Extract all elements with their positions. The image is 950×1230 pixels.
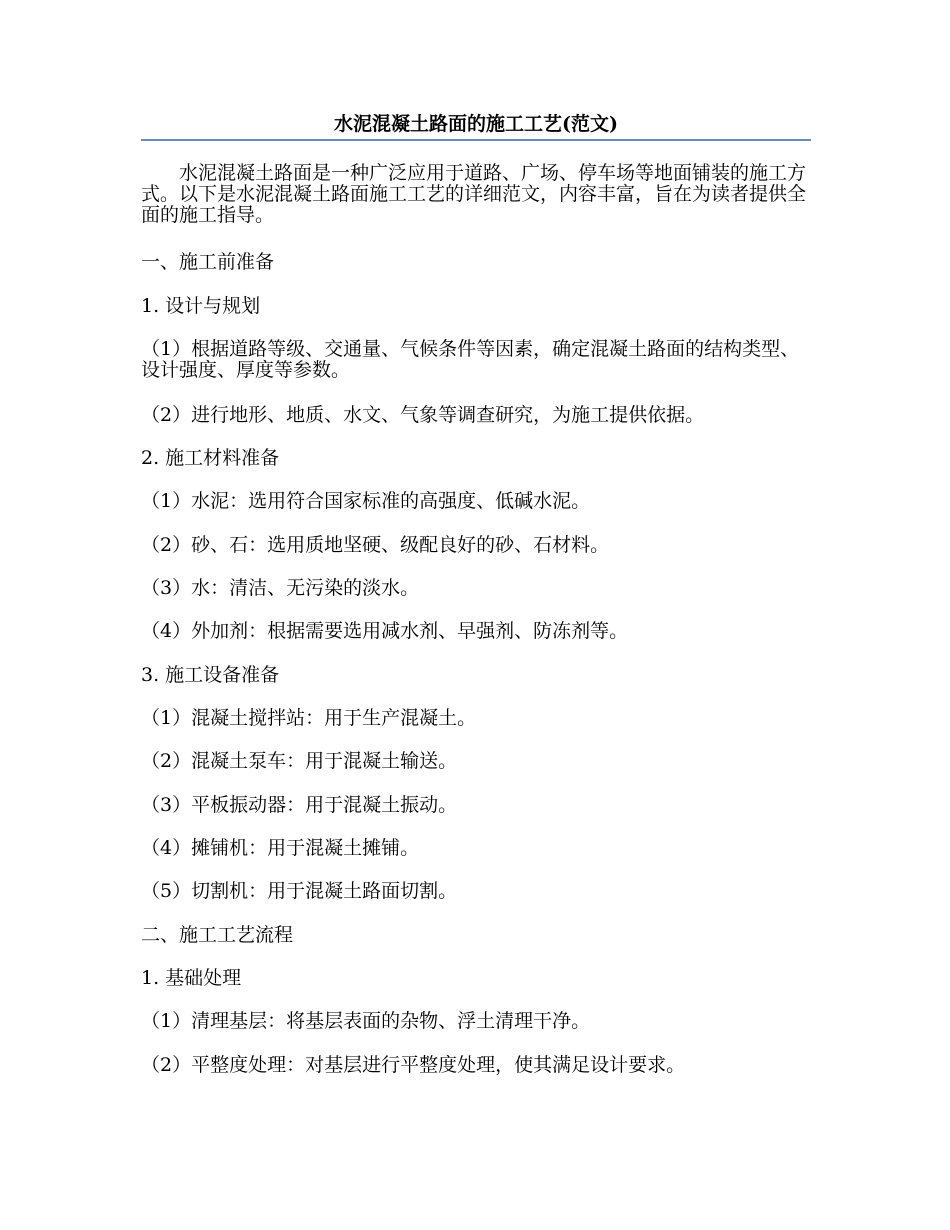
list-item-1-3-3: （3）平板振动器：用于混凝土振动。 [141, 794, 458, 816]
list-item-1-3-4: （4）摊铺机：用于混凝土摊铺。 [141, 837, 420, 859]
subsection-heading-1-2: 2. 施工材料准备 [141, 447, 280, 469]
list-item-1-3-2: （2）混凝土泵车：用于混凝土输送。 [141, 750, 458, 772]
list-item-2-1-1: （1）清理基层：将基层表面的杂物、浮土清理干净。 [141, 1010, 591, 1032]
list-item-1-1-1: （1）根据道路等级、交通量、气候条件等因素，确定混凝土路面的结构类型、设计强度、厚度等参数。 [141, 338, 800, 381]
subsection-heading-1-3: 3. 施工设备准备 [141, 664, 280, 686]
section-heading-1: 一、施工前准备 [141, 251, 275, 273]
subsection-heading-1-1: 1. 设计与规划 [141, 295, 261, 317]
list-item-1-3-5: （5）切割机：用于混凝土路面切割。 [141, 880, 458, 902]
section-heading-2: 二、施工工艺流程 [141, 924, 294, 946]
list-item-1-2-4: （4）外加剂：根据需要选用减水剂、早强剂、防冻剂等。 [141, 620, 629, 642]
subsection-heading-2-1: 1. 基础处理 [141, 967, 242, 989]
list-item-1-3-1: （1）混凝土搅拌站：用于生产混凝土。 [141, 707, 477, 729]
document-title: 水泥混凝土路面的施工工艺(范文) [334, 113, 618, 135]
list-item-1-2-2: （2）砂、石：选用质地坚硬、级配良好的砂、石材料。 [141, 534, 610, 556]
intro-paragraph: 水泥混凝土路面是一种广泛应用于道路、广场、停车场等地面铺装的施工方式。以下是水泥混凝土路面施工工艺的详细范文，内容丰富，旨在为读者提供全面的施工指导。 [141, 162, 807, 226]
list-item-2-1-2: （2）平整度处理：对基层进行平整度处理，使其满足设计要求。 [141, 1054, 686, 1076]
list-item-1-1-2: （2）进行地形、地质、水文、气象等调查研究，为施工提供依据。 [141, 404, 705, 426]
list-item-1-2-3: （3）水：清洁、无污染的淡水。 [141, 577, 420, 599]
title-underline [141, 139, 811, 141]
list-item-1-2-1: （1）水泥：选用符合国家标准的高强度、低碱水泥。 [141, 490, 591, 512]
